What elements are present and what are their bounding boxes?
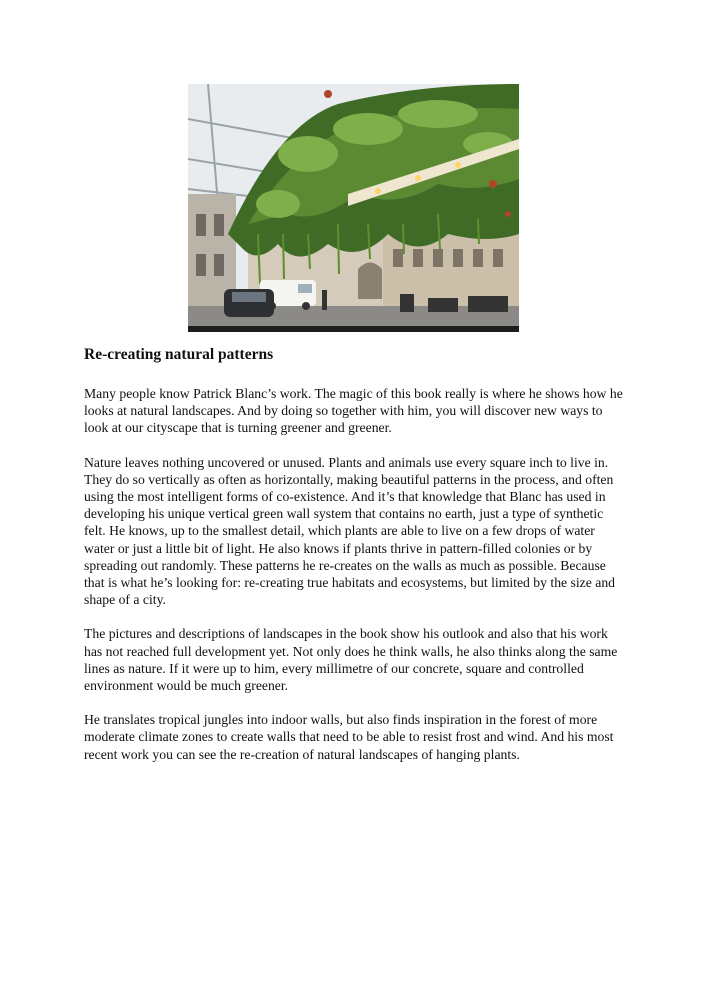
vertical-garden-photo (188, 84, 519, 332)
paragraph: Many people know Patrick Blanc’s work. The magic of this book really is where he shows how he looks at natural landscapes. And by doing so together with him, you will discover new ways to look at our cityscape that is turning greener and greener. (84, 386, 623, 436)
paragraph: The pictures and descriptions of landscapes in the book show his outlook and also that his work has not reached full development yet. Not only does he think walls, he also thinks along the same lines as nature. If it were up to him, every millimetre of our concrete, square and controlled environment would be much greener. (84, 626, 618, 694)
section-heading: Re-creating natural patterns (84, 346, 274, 363)
paragraph: He translates tropical jungles into indoor walls, but also finds inspiration in the forest of more moderate climate zones to create walls that need to be able to resist frost and wind. And his most recent work you can see the re-creation of natural landscapes of hanging plants. (84, 712, 614, 762)
paragraph: Nature leaves nothing uncovered or unused. Plants and animals use every square inch to live in. They do so vertically as often as horizontally, making beautiful patterns in the process, and often using the most intelligent forms of co-existence. And it’s that knowledge that Blanc has used in developing his unique vertical green wall system that contains no earth, just a type of synthetic felt. He knows, up to the smallest detail, which plants are able to live on a few drops of water water or just a little bit of light. He also knows if plants thrive in pattern-filled colonies or by spreading out randomly. These patterns he re-creates on the walls as much as possible. Because that is what he’s looking for: re-creating true habitats and ecosystems, but limited by the size and shape of a city. (84, 454, 616, 608)
article-body (84, 385, 624, 780)
